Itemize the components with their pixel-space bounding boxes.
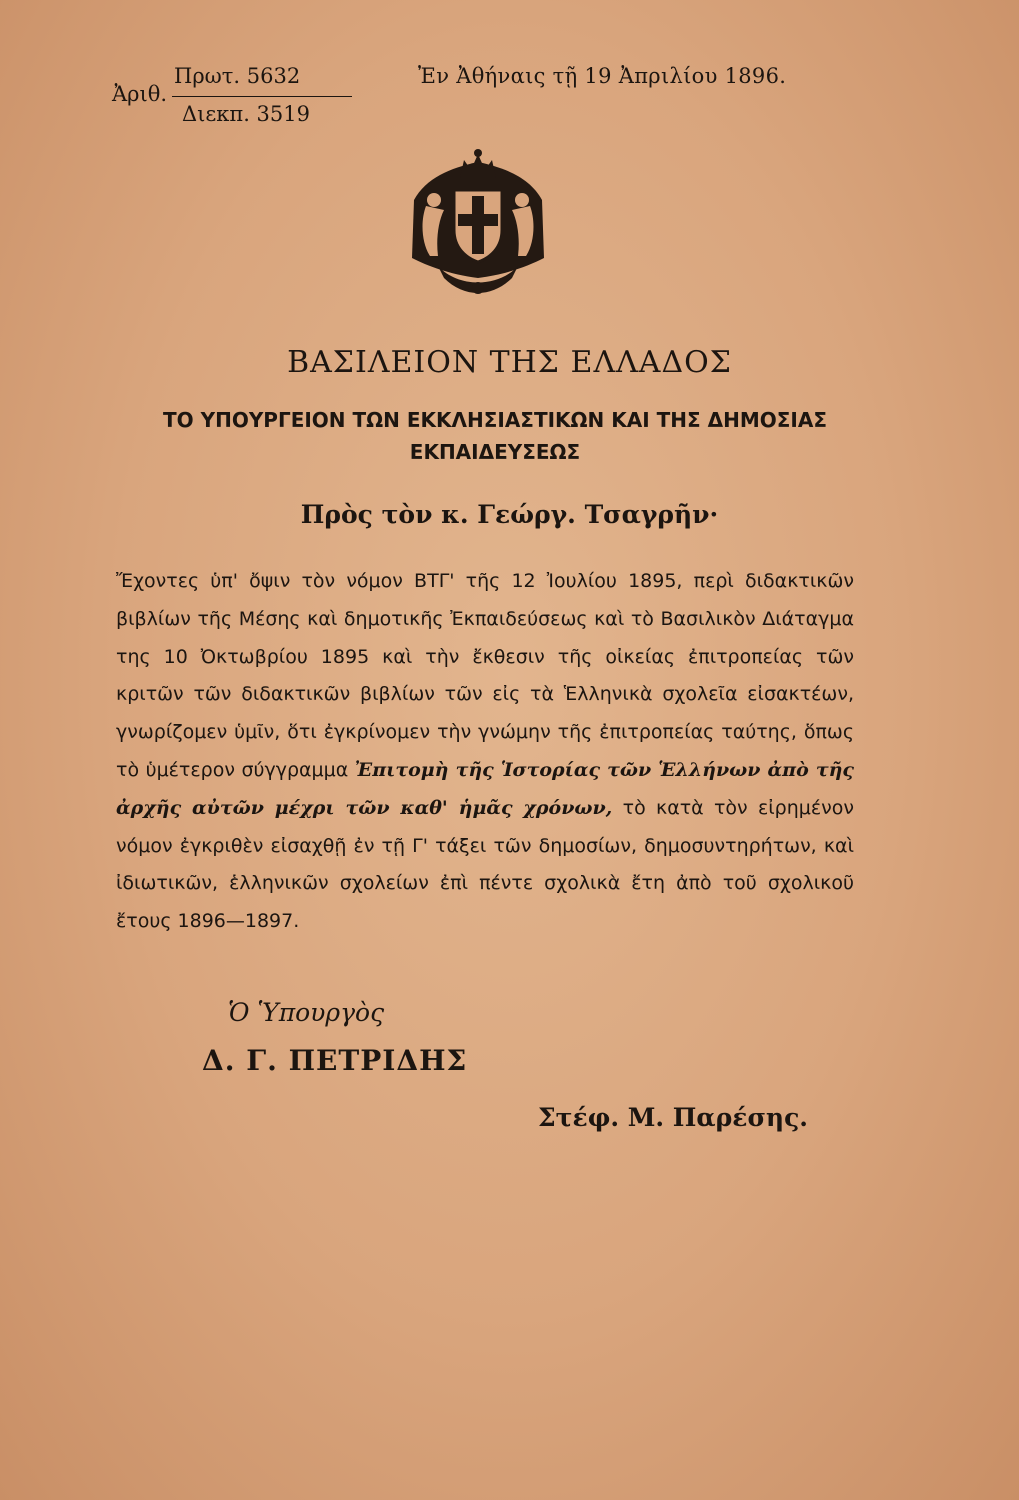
dateline: Ἐν Ἀθήναις τῇ 19 Ἀπριλίου 1896. [418,64,787,88]
arith-label: Ἀριθ. [112,82,168,106]
diekp-number: Διεκπ. 3519 [182,102,310,126]
royal-coat-of-arms-icon [408,148,548,300]
protocol-number: Πρωτ. 5632 [174,64,301,88]
minister-name: Δ. Γ. ΠΕΤΡΙΔΗΣ [202,1044,468,1077]
protocol-reference [112,64,352,134]
minister-title: Ὁ Ὑπουργὸς [228,998,385,1027]
body-text-1: Ἔχοντες ὑπ' ὄψιν τὸν νόμον ΒΤΓ' τῆς 12 Ἰουλίου 1895, περὶ διδακτικῶν βιβλίων τῆς Μέσης καὶ δημοτικῆς Ἐκπαιδεύσεως καὶ τὸ Βασιλικὸν Διάταγμα της 10 Ὀκτωβρίου 1895 καὶ τὴν ἔκθεσιν τῆς οἰκείας ἐπιτροπείας τῶν κριτῶν τῶν διδακτικῶν βιβλίων τῶν εἰς τὰ Ἑλληνικὰ σχολεῖα εἰσακτέων, γνωρίζομεν ὑμῖν, ὅτι ἐγκρίνομεν τὴν γνώμην τῆς ἐπιτροπείας ταύτης, ὅπως τὸ ὑμέτερον σύγγραμμα [116,570,854,781]
secretary-signature: Στέφ. Μ. Παρέσης. [538,1103,809,1132]
ministry-heading: ΤΟ ΥΠΟΥΡΓΕΙΟΝ ΤΩΝ ΕΚΚΛΗΣΙΑΣΤΙΚΩΝ ΚΑΙ ΤΗΣ ΔΗΜΟΣΙΑΣ ΕΚΠΑΙΔΕΥΣΕΩΣ [162,408,828,464]
letter-body [116,563,854,941]
kingdom-heading: ΒΑΣΙΛΕΙΟΝ ΤΗΣ ΕΛΛΑΔΟΣ [287,345,732,380]
body-text-2: τὸ κατὰ τὸν εἰρημένον νόμον ἐγκριθὲν εἰσαχθῇ ἐν τῇ Γ' τάξει τῶν δημοσίων, δημοσυντηρήτων, καὶ ἰδιωτικῶν, ἑλληνικῶν σχολείων ἐπὶ πέντε σχολικὰ ἔτη ἀπὸ τοῦ σχολικοῦ ἔτους 1896—1897. [116,796,854,933]
protocol-divider [172,96,352,97]
book-title: Ἐπιτομὴ τῆς Ἱστορίας τῶν Ἑλλήνων ἀπὸ τῆς ἀρχῆς αὐτῶν μέχρι τῶν καθ' ἡμᾶς χρόνων, [116,758,854,819]
addressee-line: Πρὸς τὸν κ. Γεώργ. Τσαγρῆν· [300,500,719,529]
